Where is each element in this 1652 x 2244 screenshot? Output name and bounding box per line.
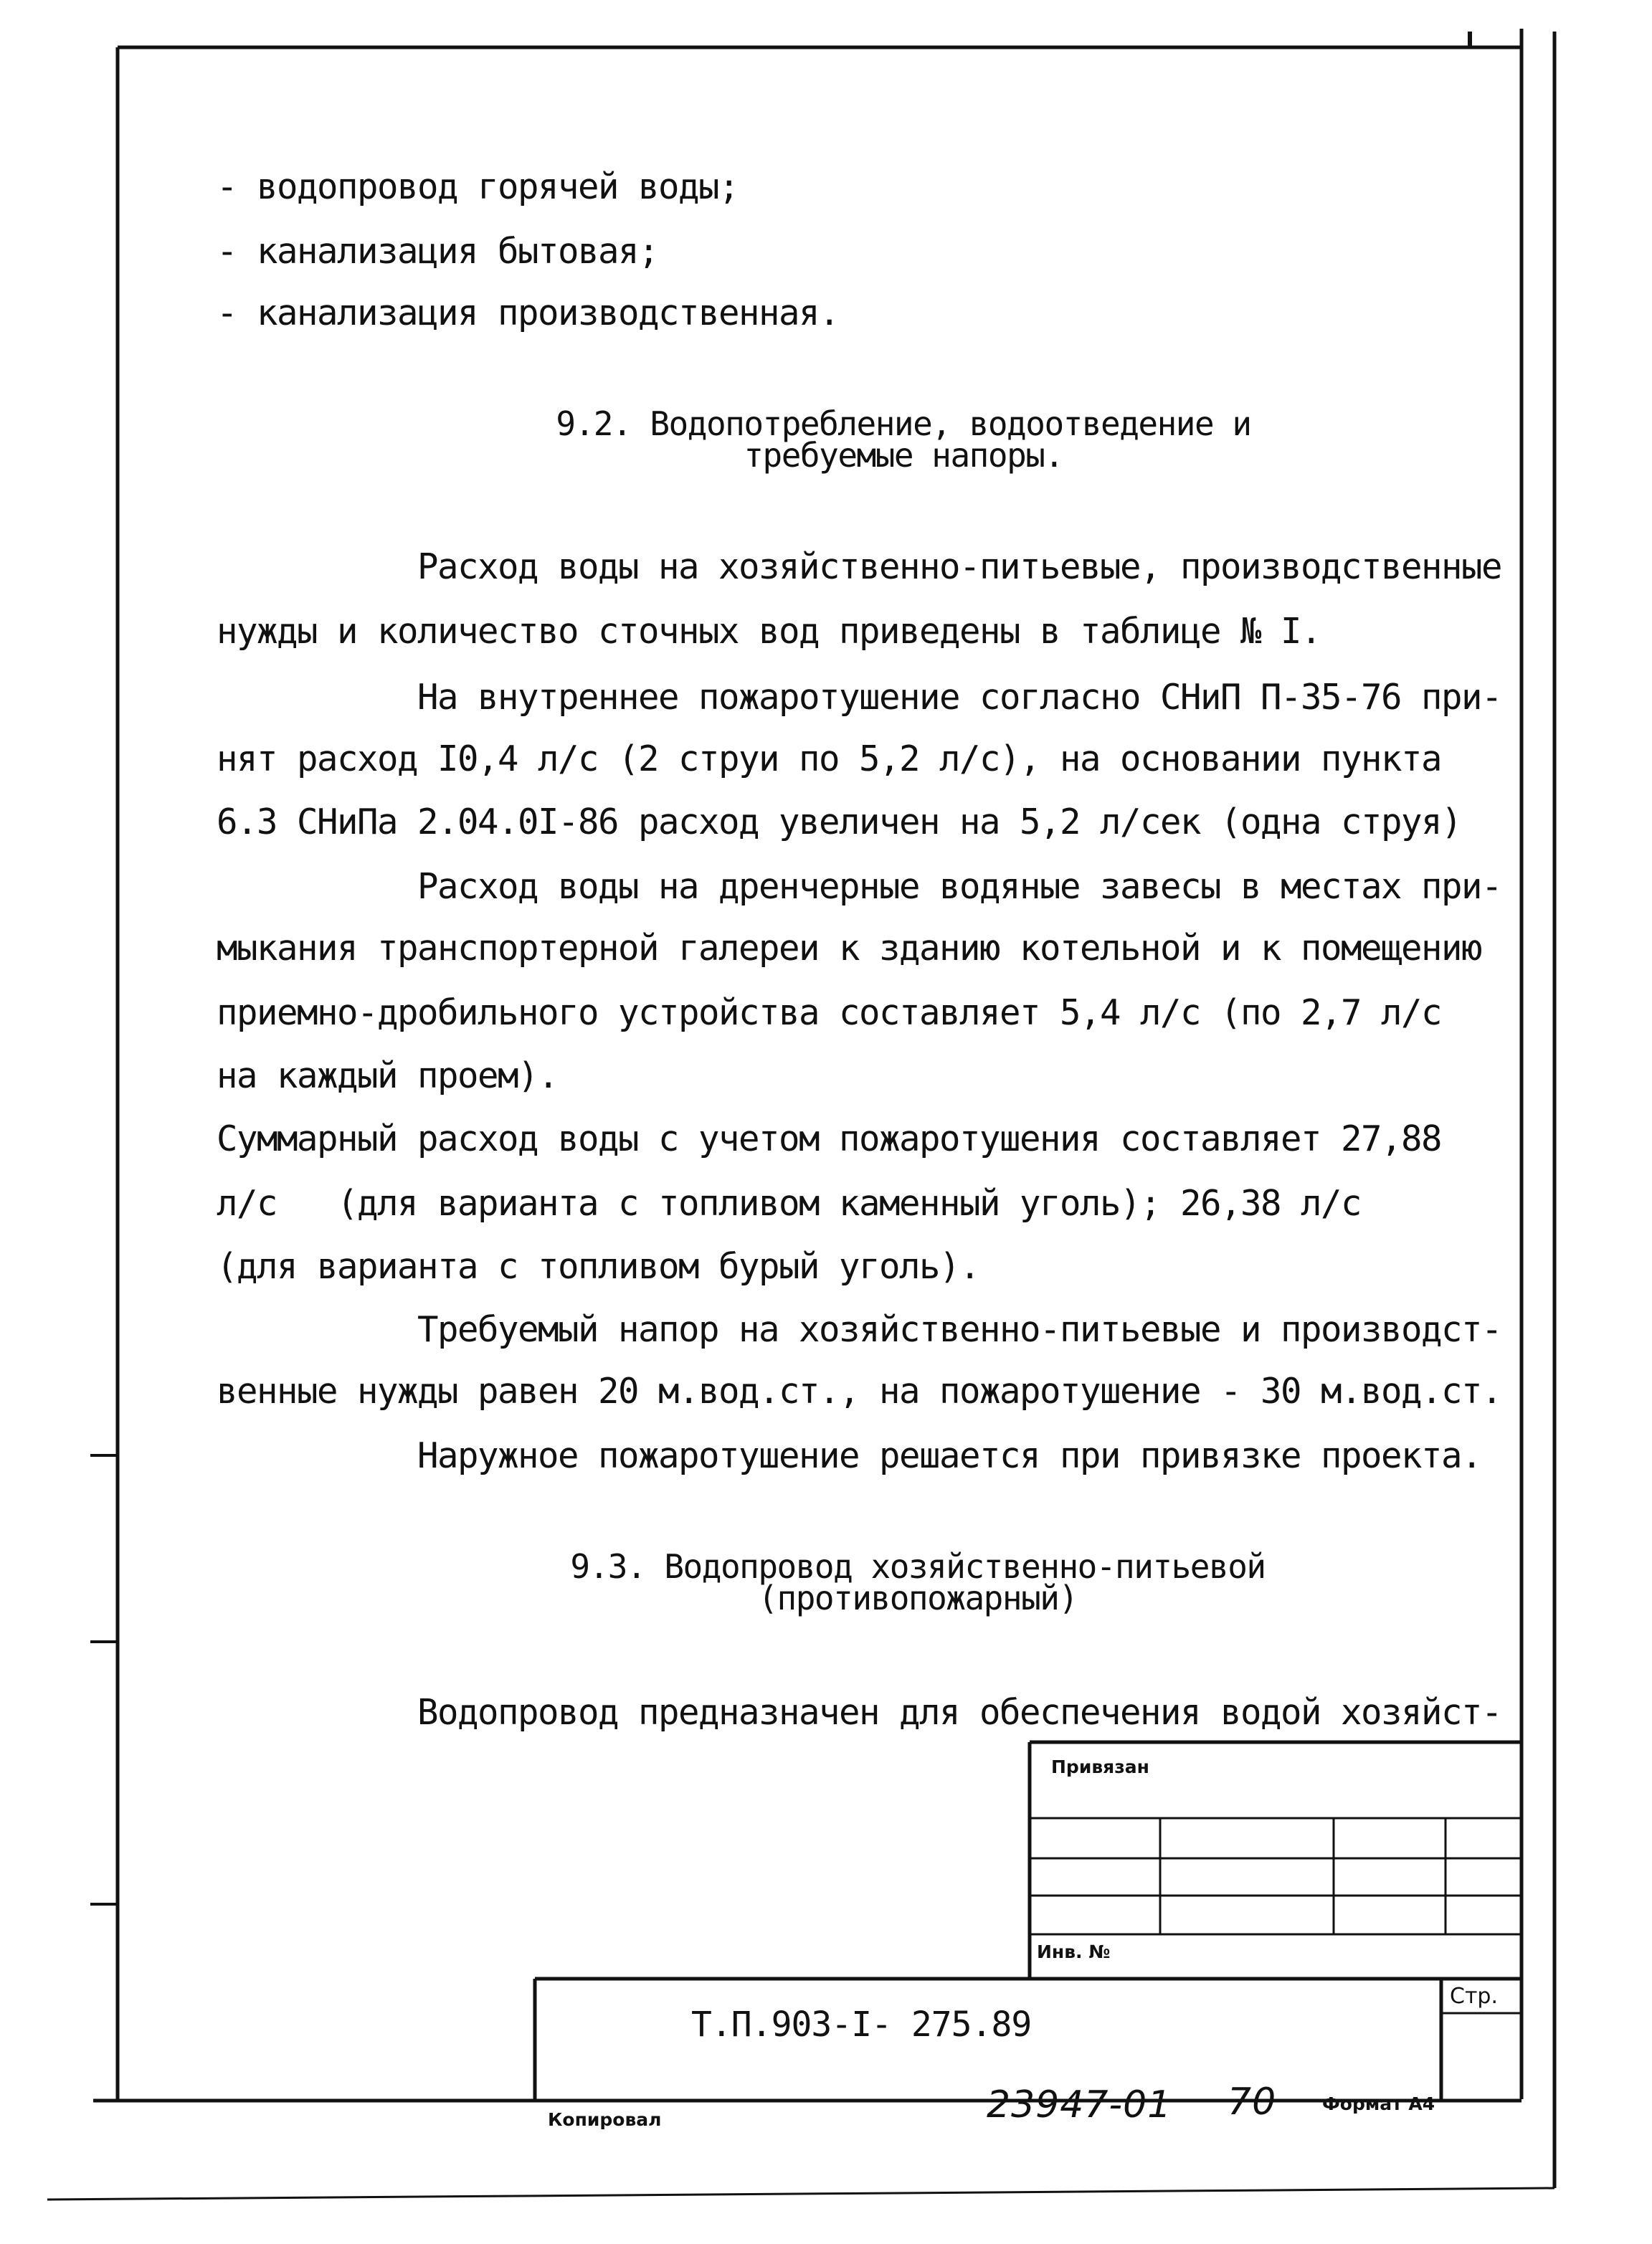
body-line: Расход воды на дренчерные водяные завесы в местах при- xyxy=(417,866,1502,907)
body-line: мыкания транспортерной галереи к зданию котельной и к помещению xyxy=(217,928,1482,969)
body-line: л/с (для варианта с топливом каменный уголь); 26,38 л/с xyxy=(217,1183,1362,1224)
section-heading-9-3: 9.3. Водопровод хозяйственно-питьевой xyxy=(570,1547,1266,1586)
body-line: нужды и количество сточных вод приведены в таблице № I. xyxy=(217,611,1321,652)
section-heading-9-3-line2: (противопожарный) xyxy=(758,1579,1078,1617)
footer-page-number: 70 xyxy=(1228,2081,1277,2124)
list-item: - водопровод горячей воды; xyxy=(217,166,739,207)
body-line: Расход воды на хозяйственно-питьевые, производственные xyxy=(417,546,1502,587)
list-item: - канализация производственная. xyxy=(217,293,840,333)
body-line: 6.3 СНиПа 2.04.0I-86 расход увеличен на 5,2 л/сек (одна струя) xyxy=(217,802,1462,842)
footer-archive-number: 23947-01 xyxy=(987,2083,1172,2126)
section-heading-9-2-line2: требуемые напоры. xyxy=(744,436,1063,475)
body-line: приемно-дробильного устройства составляет 5,4 л/с (по 2,7 л/с xyxy=(217,992,1442,1033)
section-heading-9-2: 9.2. Водопотребление, водоотведение и xyxy=(556,404,1251,443)
footer-kopiroval: Копировал xyxy=(548,2109,662,2130)
body-line: венные нужды равен 20 м.вод.ст., на пожаротушение - 30 м.вод.ст. xyxy=(217,1371,1502,1412)
body-line: на каждый проем). xyxy=(217,1055,559,1096)
body-line: Суммарный расход воды с учетом пожаротушения составляет 27,88 xyxy=(217,1118,1442,1159)
body-line: Наружное пожаротушение решается при привязке проекта. xyxy=(417,1435,1482,1476)
stamp-privyazan-label: Привязан xyxy=(1051,1756,1149,1777)
list-item: - канализация бытовая; xyxy=(217,231,659,272)
stamp-inv-no-label: Инв. № xyxy=(1037,1941,1111,1962)
body-line: (для варианта с топливом бурый уголь). xyxy=(217,1246,980,1287)
stamp-doc-code: Т.П.903-I- 275.89 xyxy=(691,2005,1032,2045)
body-line: Водопровод предназначен для обеспечения водой хозяйст- xyxy=(417,1692,1502,1733)
body-line: На внутреннее пожаротушение согласно СНиП П-35-76 при- xyxy=(417,677,1502,718)
body-line: нят расход I0,4 л/с (2 струи по 5,2 л/с), на основании пункта xyxy=(217,738,1442,779)
stamp-page-label: Стр. xyxy=(1450,1984,1499,2009)
body-line: Требуемый напор на хозяйственно-питьевые и производст- xyxy=(417,1309,1502,1350)
footer-format: Формат А4 xyxy=(1322,2093,1435,2114)
